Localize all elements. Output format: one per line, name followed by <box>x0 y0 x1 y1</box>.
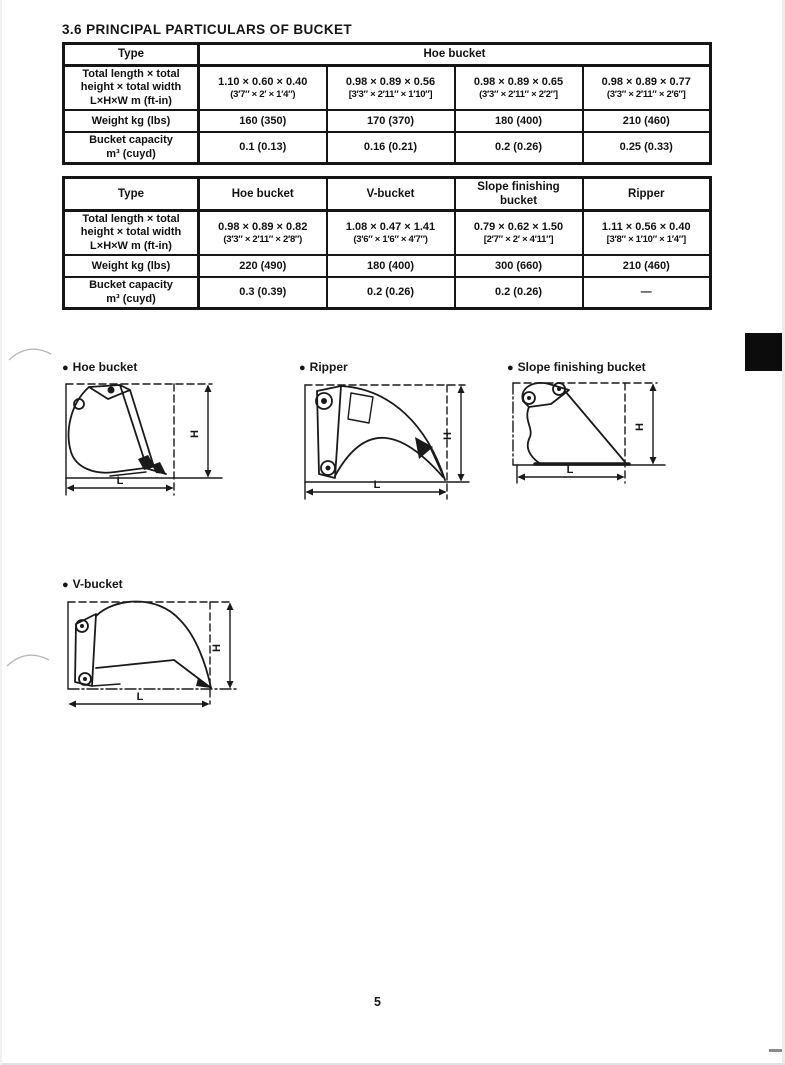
ripper-figure <box>299 360 477 509</box>
table-cell: 0.1 (0.13) <box>199 132 327 163</box>
table-cell: 160 (350) <box>199 110 327 132</box>
table-cell: 1.08 × 0.47 × 1.41 (3′6″ × 1′6″ × 4′7″) <box>327 211 455 256</box>
row-label-weight: Weight kg (lbs) <box>64 255 199 277</box>
height-dimension-arrow <box>189 385 212 478</box>
table-cell: 0.79 × 0.62 × 1.50 [2′7″ × 2′ × 4′11″] <box>455 211 583 256</box>
table-cell: 0.2 (0.26) <box>455 277 583 308</box>
page-edge-shadow <box>0 0 2 1065</box>
row-label-capacity: Bucket capacity m³ (cuyd) <box>64 132 199 163</box>
length-dimension-arrow <box>69 691 210 708</box>
bucket-types-table <box>62 176 712 310</box>
scan-artifact-dash <box>769 1049 783 1052</box>
page-title: 3.6 PRINCIPAL PARTICULARS OF BUCKET <box>62 22 353 37</box>
bullet-icon: ● <box>62 579 69 591</box>
hoe-bucket-diagram <box>62 377 237 527</box>
table-cell: 0.98 × 0.89 × 0.82 (3′3″ × 2′11″ × 2′8″) <box>199 211 327 256</box>
page-number: 5 <box>374 995 381 1009</box>
table-cell: 0.2 (0.26) <box>327 277 455 308</box>
height-dimension-arrow <box>211 603 234 689</box>
table-cell: 1.10 × 0.60 × 0.40 (3′7″ × 2′ × 1′4″) <box>199 66 327 111</box>
row-label-dimensions: Total length × total height × total width L×H×W m (ft-in) <box>64 66 199 111</box>
table-cell: 0.16 (0.21) <box>327 132 455 163</box>
length-dimension-label: L <box>116 475 124 487</box>
figure-caption: ● Hoe bucket <box>62 360 138 374</box>
bullet-icon: ● <box>299 362 306 374</box>
ripper-diagram <box>299 377 477 509</box>
ripper-outline <box>316 386 445 480</box>
table-cell: 0.98 × 0.89 × 0.65 (3′3″ × 2′11″ × 2′2″] <box>455 66 583 111</box>
bucket-outline <box>522 383 629 464</box>
table-cell: 170 (370) <box>327 110 455 132</box>
figure-caption: ● Ripper <box>299 360 348 374</box>
length-dimension-arrow <box>518 464 625 481</box>
table-cell: 0.25 (0.33) <box>583 132 711 163</box>
v-bucket-figure <box>62 577 247 714</box>
figure-caption: ● Slope finishing bucket <box>507 360 646 374</box>
table-cell: — <box>583 277 711 308</box>
table-cell: 210 (460) <box>583 110 711 132</box>
table-cell: 0.2 (0.26) <box>455 132 583 163</box>
table-cell: 180 (400) <box>327 255 455 277</box>
column-header-slope-finishing-bucket: Slope finishing bucket <box>455 178 583 211</box>
bucket-outline <box>69 385 166 476</box>
bullet-icon: ● <box>507 362 514 374</box>
v-bucket-diagram <box>62 594 247 714</box>
scan-artifact-arc <box>6 340 54 366</box>
table-cell: 220 (490) <box>199 255 327 277</box>
height-dimension-label: H <box>634 423 646 431</box>
row-label-weight: Weight kg (lbs) <box>64 110 199 132</box>
table-cell: 180 (400) <box>455 110 583 132</box>
table-cell: 1.11 × 0.56 × 0.40 [3′8″ × 1′10″ × 1′4″] <box>583 211 711 256</box>
length-dimension-label: L <box>373 479 381 491</box>
height-dimension-arrow <box>634 384 657 465</box>
column-header-type: Type <box>64 44 199 66</box>
bullet-icon: ● <box>62 362 69 374</box>
page-edge-index-tab <box>745 333 785 371</box>
column-header-hoe-bucket: Hoe bucket <box>199 44 711 66</box>
slope-finishing-bucket-figure <box>507 360 672 501</box>
column-header-v-bucket: V-bucket <box>327 178 455 211</box>
column-header-hoe-bucket: Hoe bucket <box>199 178 327 211</box>
column-header-type: Type <box>64 178 199 211</box>
bracket-plate <box>348 393 373 423</box>
pin-boss <box>108 387 115 394</box>
slope-finishing-bucket-diagram <box>507 377 672 501</box>
length-dimension-label: L <box>136 691 144 703</box>
row-label-dimensions: Total length × total height × total width L×H×W m (ft-in) <box>64 211 199 256</box>
table-cell: 0.98 × 0.89 × 0.77 (3′3″ × 2′11″ × 2′6″] <box>583 66 711 111</box>
table-cell: 300 (660) <box>455 255 583 277</box>
height-dimension-label: H <box>189 430 201 438</box>
bucket-tooth <box>152 462 166 474</box>
row-label-capacity: Bucket capacity m³ (cuyd) <box>64 277 199 308</box>
column-header-ripper: Ripper <box>583 178 711 211</box>
bucket-outline <box>75 602 211 689</box>
figure-caption: ● V-bucket <box>62 577 123 591</box>
table-cell: 210 (460) <box>583 255 711 277</box>
scan-artifact-arc <box>4 646 52 672</box>
hoe-bucket-figure <box>62 360 237 527</box>
height-dimension-label: H <box>442 432 454 440</box>
table-cell: 0.98 × 0.89 × 0.56 [3′3″ × 2′11″ × 1′10″] <box>327 66 455 111</box>
height-dimension-label: H <box>211 644 223 652</box>
table-cell: 0.3 (0.39) <box>199 277 327 308</box>
hoe-bucket-sizes-table <box>62 42 712 165</box>
height-dimension-arrow <box>442 386 465 482</box>
length-dimension-label: L <box>566 464 574 476</box>
